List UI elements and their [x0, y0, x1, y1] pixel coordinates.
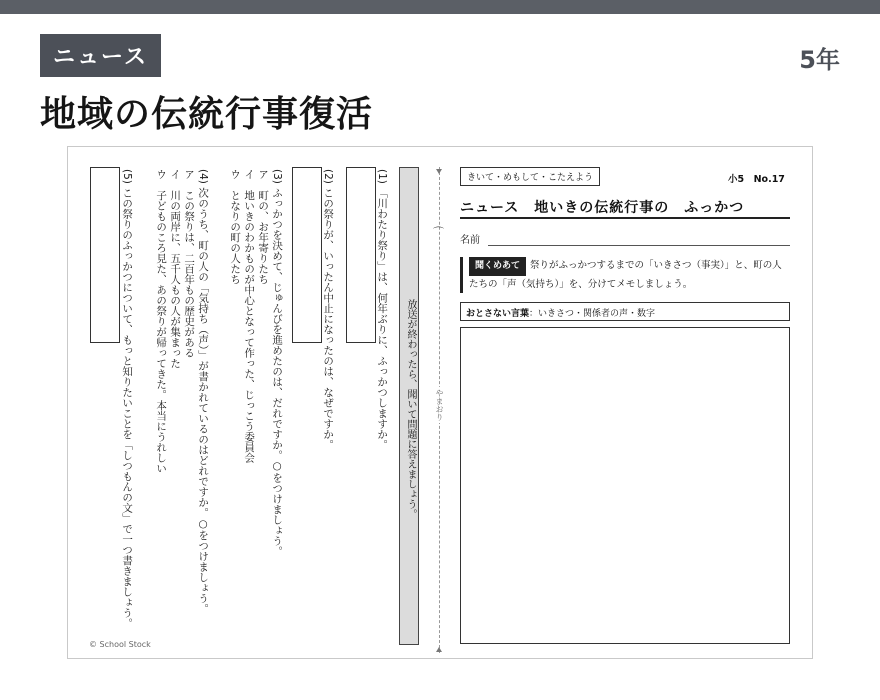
question-4-option-a[interactable]: ア この祭りは、二百年もの歴史がある: [183, 169, 196, 358]
memo-box[interactable]: [460, 327, 790, 644]
tag-box: きいて・めもして・こたえよう: [460, 167, 600, 186]
question-3-option-b[interactable]: イ 地いきのわかものが中心となって作った、じっこう委員会: [243, 169, 256, 463]
page-title: 地域の伝統行事復活: [40, 94, 374, 135]
fold-bottom-arrow-icon: [436, 647, 442, 652]
keywords-box: [460, 302, 790, 321]
name-field[interactable]: [488, 245, 790, 246]
name-label: 名前: [460, 235, 480, 246]
question-2: (2) この祭りが、いったん中止になったのは、なぜですか。: [322, 169, 335, 450]
top-bar: [0, 0, 880, 14]
fold-label: やまおり: [435, 389, 444, 421]
copyright: © School Stock: [89, 640, 151, 649]
question-3-option-c[interactable]: ウ となりの町の人たち: [229, 169, 242, 285]
listening-goal-text: 祭りがふっかつするまでの「いきさつ（事実）」と、町の人たちの「声（気持ち）」を、分けてメモしましょう。: [469, 260, 782, 290]
question-4-option-b[interactable]: イ 川の両岸に、五千人もの人が集まった: [169, 169, 182, 369]
keywords-label: おとさない言葉: [466, 309, 530, 319]
listening-goal: [460, 257, 790, 293]
worksheet-headline: ニュース 地いきの伝統行事の ふっかつ: [460, 200, 745, 216]
question-1: (1) 「川わたり祭り」は、何年ぶりに、ふっかつしますか。: [376, 169, 389, 450]
issue-number: 小5 No.17: [728, 174, 785, 185]
question-3-option-a[interactable]: ア 町の、お年寄りたち: [257, 169, 270, 285]
category-badge: ニュース: [40, 34, 161, 77]
answer-box-2[interactable]: [292, 167, 322, 343]
question-5: (5) この祭りのふっかつについて、もっと知りたいことを「しつもんの文」で一つ書きましょう。: [121, 169, 134, 629]
fold-mark-icon: ⌒: [433, 226, 444, 239]
question-3: (3) ふっかつを決めて、じゅんびを進めたのは、だれですか。○をつけましょう。: [271, 169, 284, 557]
instruction-strip: [399, 167, 419, 645]
worksheet: [67, 146, 813, 659]
instruction-text: 放送が終わったら、聞いて問題に答えましょう。: [405, 299, 416, 519]
answer-box-1[interactable]: [346, 167, 376, 343]
listening-goal-chip: 聞くめあて: [469, 257, 526, 276]
question-4-option-c[interactable]: ウ 子どものころ見た、あの祭りが帰ってきた。本当にうれしい: [155, 169, 168, 474]
fold-top-arrow-icon: [436, 169, 442, 174]
keywords-text: ：いきさつ・関係者の声・数字: [529, 309, 656, 319]
grade-label: 5年: [799, 46, 840, 74]
answer-box-5[interactable]: [90, 167, 120, 343]
question-4: (4) 次のうち、町の人の「気持ち（声）」が書かれているのはどれですか。○をつけましょう。: [197, 169, 210, 614]
headline-rule: [460, 217, 790, 219]
